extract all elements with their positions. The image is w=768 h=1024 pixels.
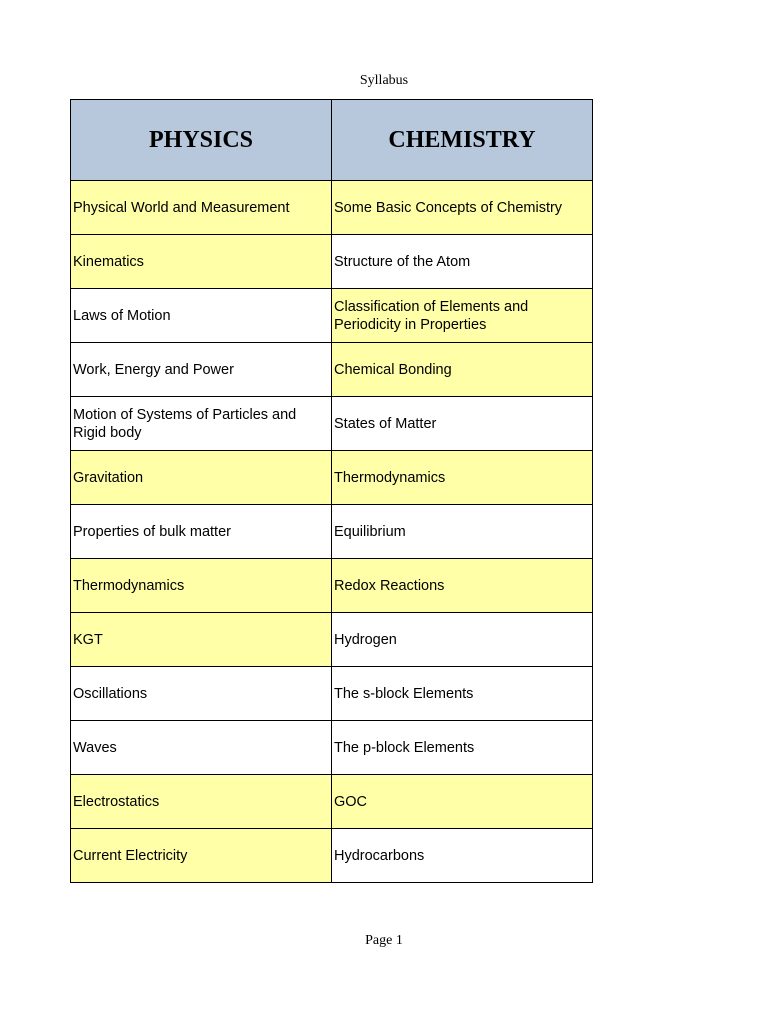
physics-topic-cell: Physical World and Measurement [71,181,332,235]
physics-topic-cell: Work, Energy and Power [71,343,332,397]
table-row [71,451,593,505]
chemistry-topic-cell: Structure of the Atom [332,235,593,289]
table-row [71,721,593,775]
physics-topic-cell: Current Electricity [71,829,332,883]
syllabus-table-body [71,181,593,883]
table-row [71,667,593,721]
physics-topic-cell: Oscillations [71,667,332,721]
syllabus-table [70,99,593,883]
column-header-physics: PHYSICS [71,100,332,181]
table-row [71,397,593,451]
physics-topic-cell: Waves [71,721,332,775]
chemistry-topic-cell: Chemical Bonding [332,343,593,397]
chemistry-topic-cell: Equilibrium [332,505,593,559]
table-row [71,235,593,289]
table-row [71,613,593,667]
table-row [71,289,593,343]
page-header-title: Syllabus [359,73,409,88]
chemistry-topic-cell: Hydrogen [332,613,593,667]
physics-topic-cell: Thermodynamics [71,559,332,613]
chemistry-topic-cell: Hydrocarbons [332,829,593,883]
chemistry-topic-cell: Classification of Elements and Periodicity in Properties [332,289,593,343]
table-row [71,829,593,883]
table-row [71,343,593,397]
physics-topic-cell: Laws of Motion [71,289,332,343]
physics-topic-cell: Gravitation [71,451,332,505]
physics-topic-cell: Kinematics [71,235,332,289]
table-row [71,505,593,559]
physics-topic-cell: KGT [71,613,332,667]
physics-topic-cell: Electrostatics [71,775,332,829]
chemistry-topic-cell: Some Basic Concepts of Chemistry [332,181,593,235]
physics-topic-cell: Properties of bulk matter [71,505,332,559]
table-row [71,775,593,829]
physics-topic-cell: Motion of Systems of Particles and Rigid body [71,397,332,451]
chemistry-topic-cell: States of Matter [332,397,593,451]
chemistry-topic-cell: GOC [332,775,593,829]
page-number: Page 1 [365,933,403,948]
table-row [71,559,593,613]
chemistry-topic-cell: The s-block Elements [332,667,593,721]
chemistry-topic-cell: The p-block Elements [332,721,593,775]
table-header-row [71,100,593,181]
chemistry-topic-cell: Thermodynamics [332,451,593,505]
column-header-chemistry: CHEMISTRY [332,100,593,181]
chemistry-topic-cell: Redox Reactions [332,559,593,613]
table-row [71,181,593,235]
